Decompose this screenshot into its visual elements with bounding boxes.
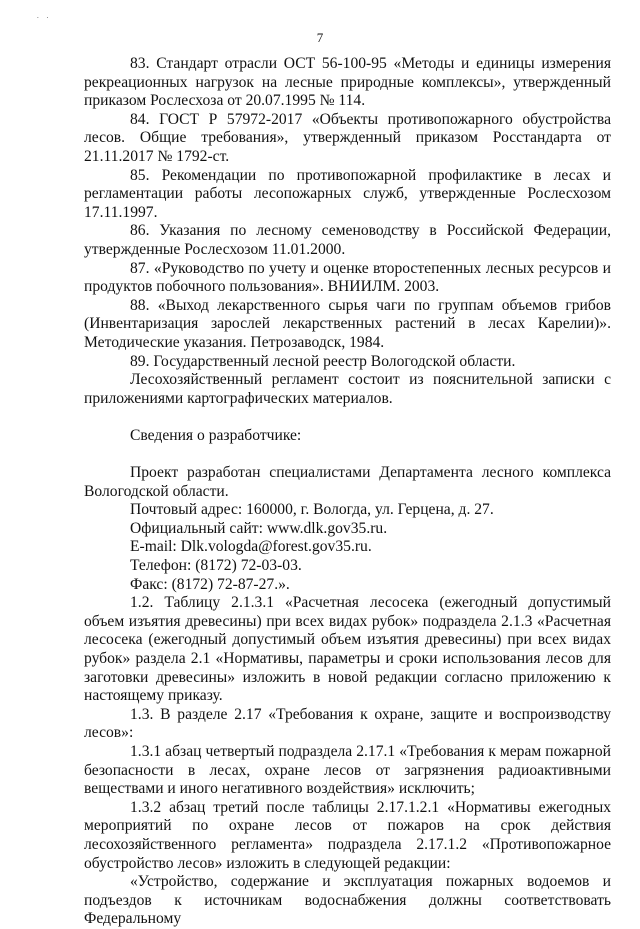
developer-heading: Сведения о разработчике: <box>130 426 302 444</box>
developer-address: Почтовый адрес: 160000, г. Вологда, ул. Герцена, д. 27. <box>130 501 494 519</box>
developer-email: E-mail: Dlk.vologda@forest.gov35.ru. <box>130 538 372 556</box>
paragraph-89: 89. Государственный лесной реестр Вологодской области. <box>130 352 516 370</box>
paragraph-86: 86. Указания по лесному семеноводству в Российской Федерации, утвержденные Рослесхозом 11.01.2000. <box>84 222 611 258</box>
paragraph-83: 83. Стандарт отрасли ОСТ 56-100-95 «Методы и единицы измерения рекреационных нагрузок на лесные природные комплексы», утвержденный приказом Рослесхоза от 20.07.1995 № 114. <box>84 55 611 110</box>
scan-mark: . . <box>37 12 52 20</box>
paragraph-85: 85. Рекомендации по противопожарной профилактике в лесах и регламентации работы лесопожарных служб, утвержденные Рослесхозом 17.11.1997. <box>84 166 611 221</box>
amendment-1-2: 1.2. Таблицу 2.1.3.1 «Расчетная лесосека (ежегодный допустимый объем изъятия древесины) при всех видах рубок» подраздела 2.1.3 «Расчетная лесосека (ежегодный допустимый объем изъятия древесины) при всех видах рубок» раздела 2.1 «Нормативы, параметры и сроки использования лесов для заготовки древесины» изложить в новой редакции согласно приложению к настоящему приказу. <box>84 594 611 705</box>
developer-phone: Телефон: (8172) 72-03-03. <box>130 557 302 575</box>
paragraph-84: 84. ГОСТ Р 57972-2017 «Объекты противопожарного обустройства лесов. Общие требования», утвержденный приказом Росстандарта от 21.11.2017 № 1792-ст. <box>84 110 611 165</box>
document-body <box>84 55 611 929</box>
page-number: 7 <box>316 30 324 45</box>
paragraph-regulation-composition: Лесохозяйственный регламент состоит из пояснительной записки с приложениями картографических материалов. <box>84 371 611 407</box>
amendment-1-3-1: 1.3.1 абзац четвертый подраздела 2.17.1 «Требования к мерам пожарной безопасности в лесах, охране лесов от загрязнения радиоактивными веществами и иного негативного воздействия» исключить; <box>84 742 611 798</box>
developer-intro: Проект разработан специалистами Департамента лесного комплекса Вологодской области. <box>84 464 611 500</box>
paragraph-87: 87. «Руководство по учету и оценке второстепенных лесных ресурсов и продуктов побочного пользования». ВНИИЛМ. 2003. <box>84 259 611 296</box>
paragraph-88: 88. «Выход лекарственного сырья чаги по группам объемов грибов (Инвентаризация зарослей лекарственных растений в лесах Карелии)». Методические указания. Петрозаводск, 1984. <box>84 296 611 351</box>
amendment-1-3-2: 1.3.2 абзац третий после таблицы 2.17.1.2.1 «Нормативы ежегодных мероприятий по охране лесов от пожаров на срок действия лесохозяйственного регламента» подраздела 2.17.1.2 «Противопожарное обустройство лесов» изложить в следующей редакции: <box>84 798 611 872</box>
amendment-1-3: 1.3. В разделе 2.17 «Требования к охране, защите и воспроизводству лесов»: <box>84 705 611 742</box>
developer-fax: Факс: (8172) 72-87-27.». <box>130 575 290 593</box>
developer-site: Официальный сайт: www.dlk.gov35.ru. <box>130 519 388 537</box>
amendment-quote: «Устройство, содержание и эксплуатация пожарных водоемов и подъездов к источникам водоснабжения должны соответствовать Федеральному <box>84 873 611 928</box>
